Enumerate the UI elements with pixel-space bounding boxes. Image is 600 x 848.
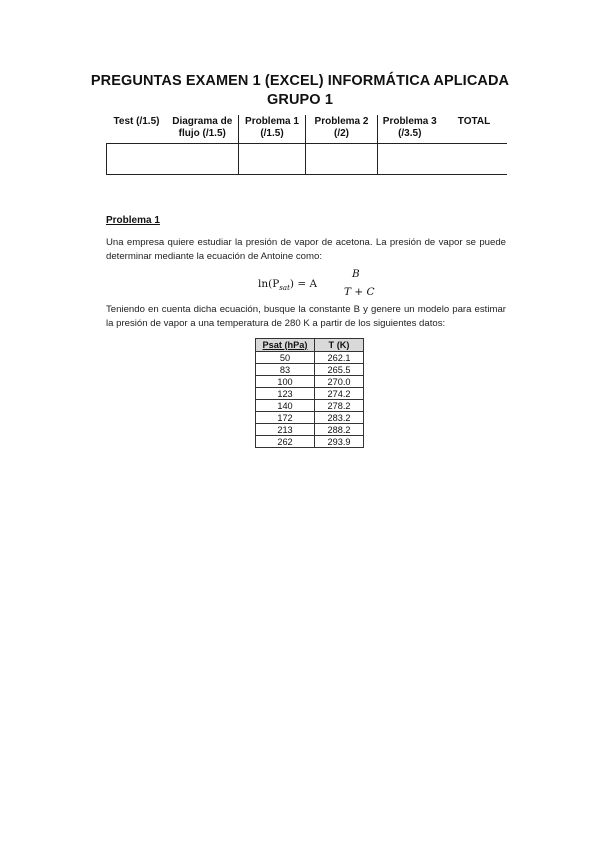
cell-psat: 100 [256,376,315,388]
equation-sub: sat [279,284,290,293]
grade-header-problema-3: Problema 3 (/3.5) [378,115,442,144]
grade-cell-problema-3 [378,144,442,175]
cell-t: 288.2 [315,424,364,436]
cell-t: 293.9 [315,436,364,448]
problem-intro: Una empresa quiere estudiar la presión de vapor de acetona. La presión de vapor se puede determinar mediante la ecuación de Antoine como: [106,237,506,262]
grade-cell-problema-2 [306,144,378,175]
data-header-t: T (K) [315,339,364,352]
grade-cell-diagrama [167,144,239,175]
cell-t: 262.1 [315,352,364,364]
cell-t: 283.2 [315,412,364,424]
grade-header-total: TOTAL [457,116,491,127]
equation-rest: ) = A [289,278,318,290]
problem-heading: Problema 1 [106,215,160,226]
page-subtitle: GRUPO 1 [267,92,333,108]
cell-t: 270.0 [315,376,364,388]
grade-header-test: Test (/1.5) [113,116,160,127]
grade-header-problema-1: Problema 1 (/1.5) [239,115,306,144]
cell-psat: 140 [256,400,315,412]
grade-header-problema-2: Problema 2 (/2) [306,115,378,144]
grade-header-diagrama: Diagrama de flujo (/1.5) [172,116,233,139]
cell-t: 274.2 [315,388,364,400]
table-row [256,424,364,436]
grade-cell-problema-1 [239,144,306,175]
cell-psat: 83 [256,364,315,376]
equation-fn: ln(P [258,278,280,290]
problem-instruction: Teniendo en cuenta dicha ecuación, busque la constante B y genere un modelo para estimar la presión de vapor a una temperatura de 280 K a partir de los siguientes datos: [106,304,506,329]
antoine-equation [258,268,388,300]
grade-cell-total [442,144,507,175]
cell-psat: 172 [256,412,315,424]
grade-table [106,115,507,175]
data-table [255,338,364,448]
table-row [256,388,364,400]
table-row [256,376,364,388]
cell-psat: 123 [256,388,315,400]
cell-t: 278.2 [315,400,364,412]
cell-t: 265.5 [315,364,364,376]
grade-cell-test [107,144,167,175]
table-row [256,352,364,364]
table-row [256,364,364,376]
page-title: PREGUNTAS EXAMEN 1 (EXCEL) INFORMÁTICA APLICADA [90,73,510,89]
equation-numerator: B [352,268,360,280]
equation-left [258,278,317,292]
table-row [256,400,364,412]
table-row [256,436,364,448]
cell-psat: 50 [256,352,315,364]
table-row [256,412,364,424]
equation-denominator: T + C [344,286,375,298]
cell-psat: 213 [256,424,315,436]
data-header-psat: Psat (hPa) [256,339,315,352]
cell-psat: 262 [256,436,315,448]
